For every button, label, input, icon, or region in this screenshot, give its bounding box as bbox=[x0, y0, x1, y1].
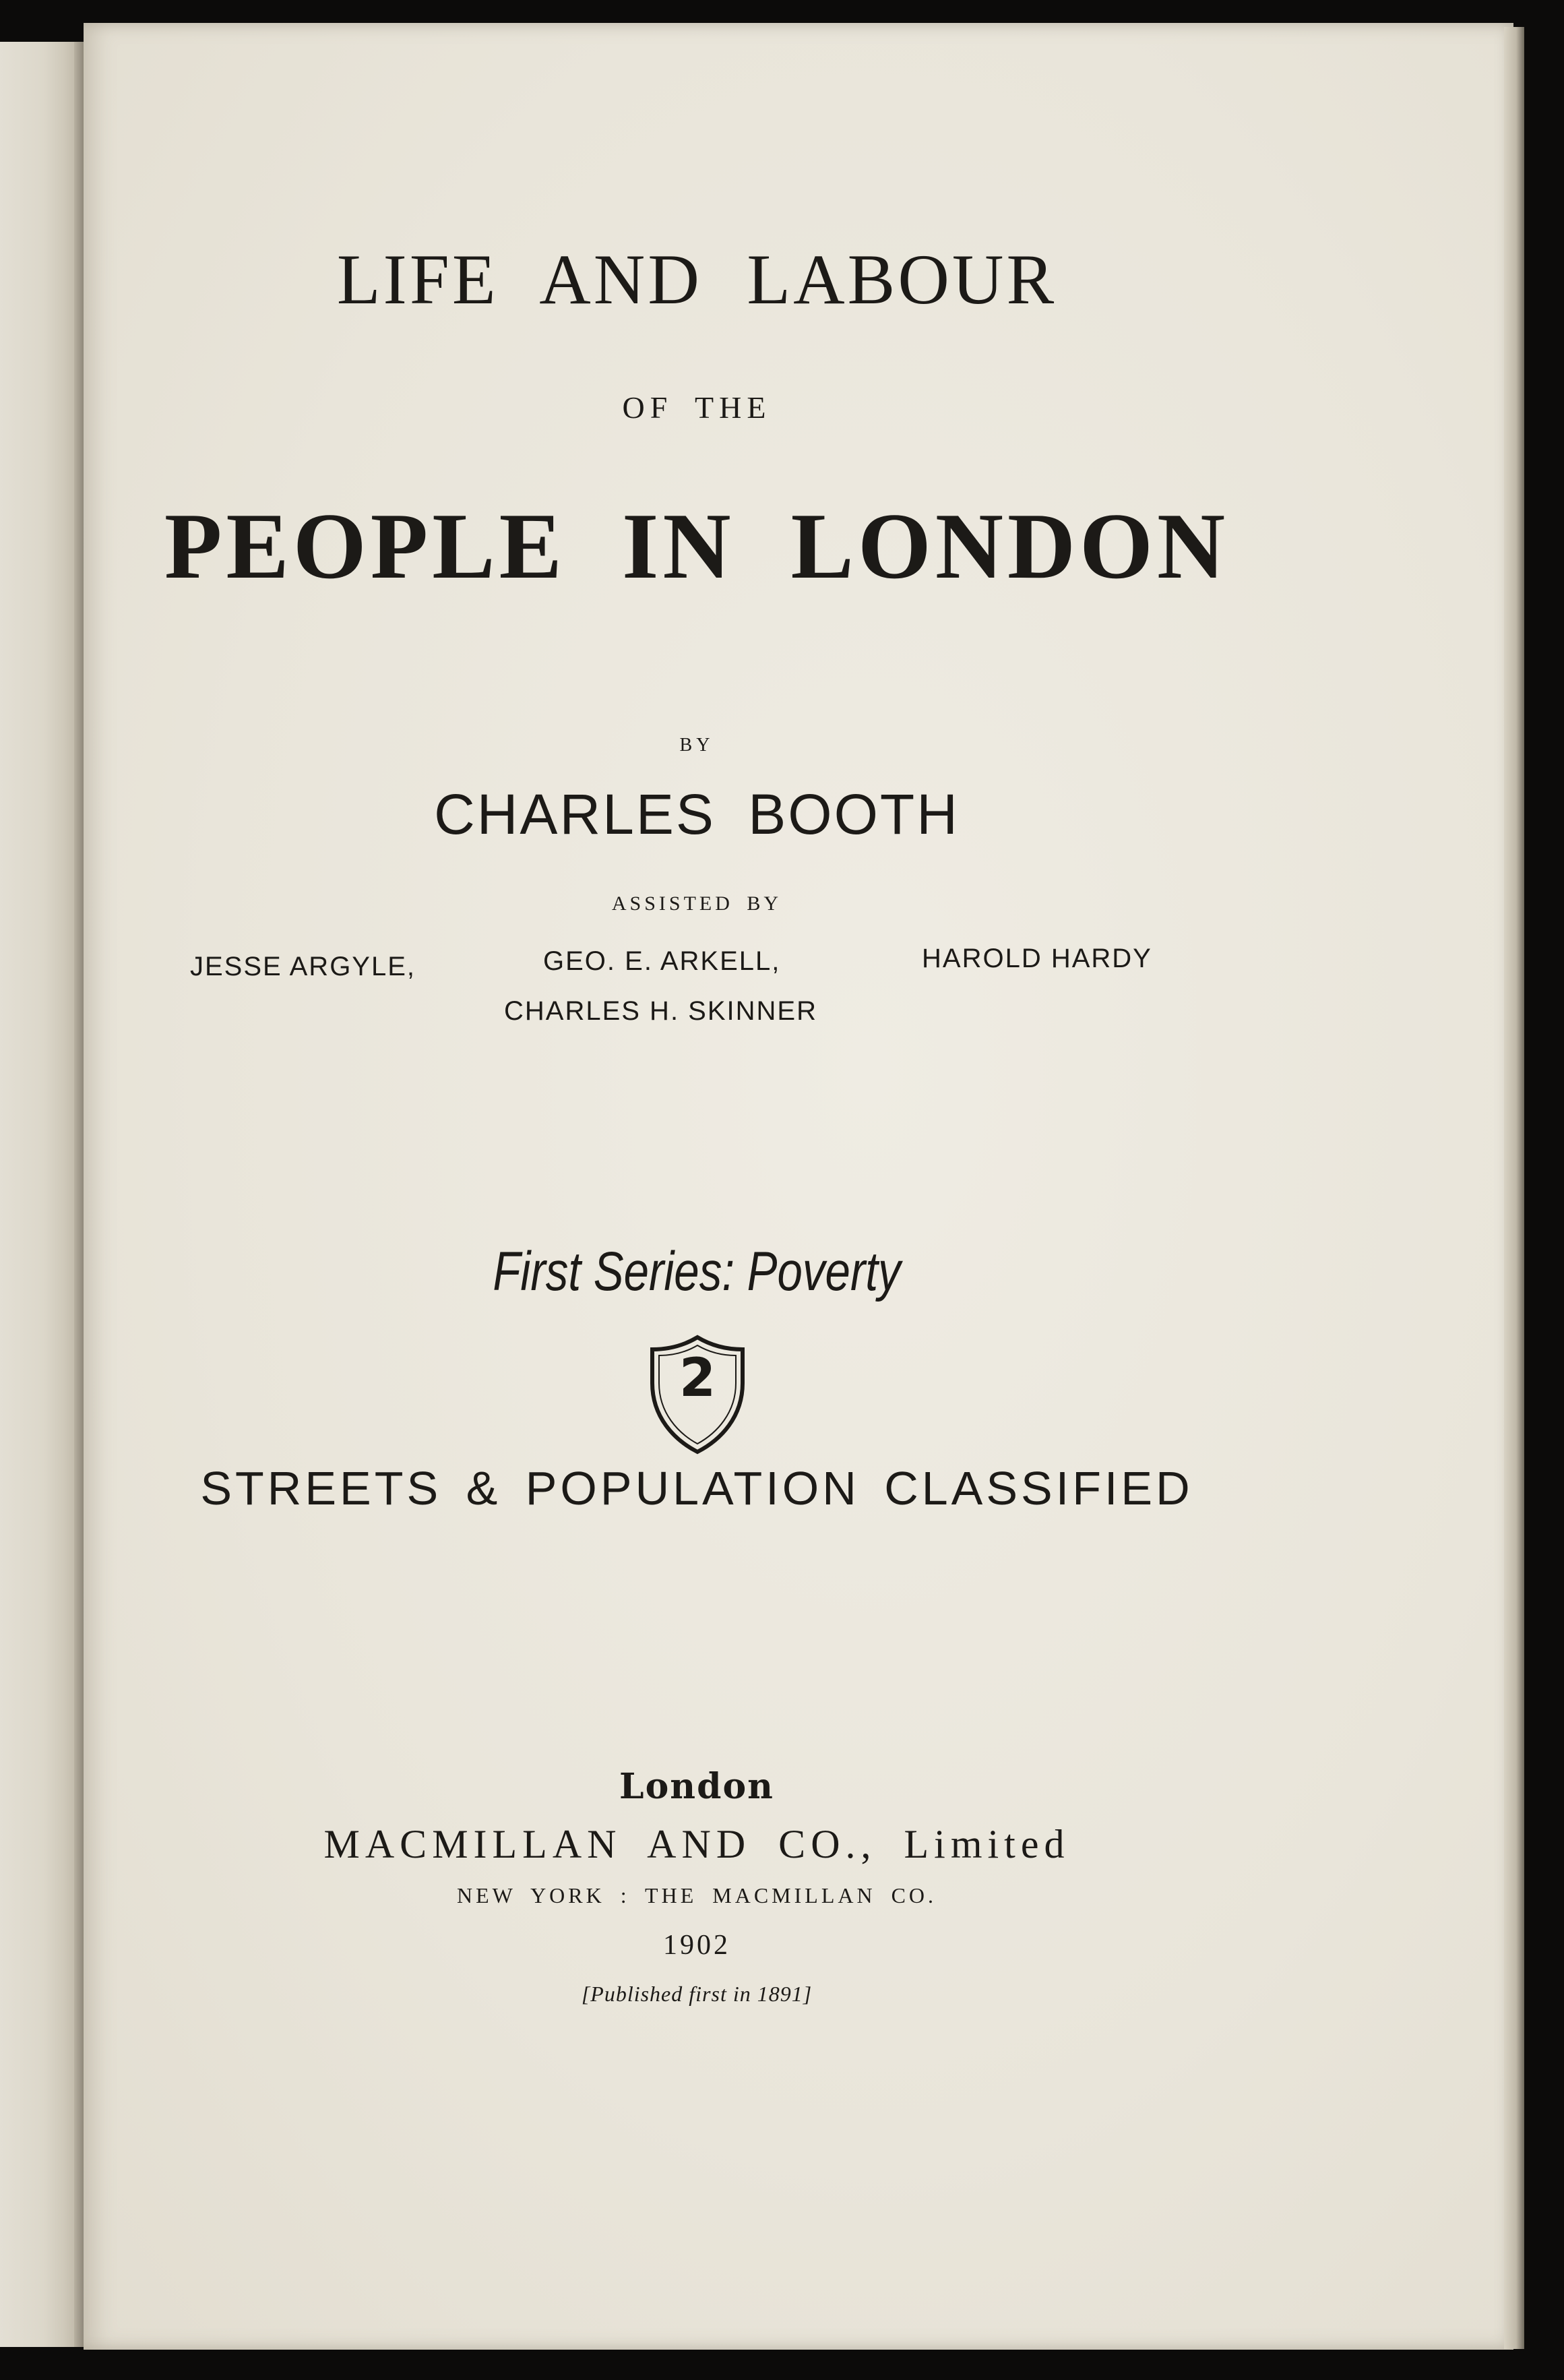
book-spine bbox=[0, 42, 80, 2347]
book-title-line-2: PEOPLE IN LONDON bbox=[164, 494, 1230, 599]
volume-title: STREETS & POPULATION CLASSIFIED bbox=[200, 1462, 1193, 1515]
first-published-note: [Published first in 1891] bbox=[581, 1982, 813, 2006]
imprint-year: 1902 bbox=[663, 1930, 730, 1961]
by-label: BY bbox=[679, 735, 714, 756]
assistant-name: JESSE ARGYLE, bbox=[190, 952, 416, 981]
author-name: CHARLES BOOTH bbox=[434, 783, 960, 846]
book-title-connector: OF THE bbox=[622, 390, 772, 425]
assistant-name: CHARLES H. SKINNER bbox=[504, 996, 817, 1026]
book-title-line-1: LIFE AND LABOUR bbox=[336, 240, 1057, 319]
volume-shield bbox=[647, 1333, 748, 1456]
assistant-name: HAROLD HARDY bbox=[922, 944, 1152, 973]
volume-number: 2 bbox=[679, 1348, 716, 1409]
assistant-name: GEO. E. ARKELL, bbox=[543, 946, 781, 976]
imprint-publisher: MACMILLAN AND CO., Limited bbox=[323, 1822, 1070, 1866]
imprint-co-publisher: NEW YORK : THE MACMILLAN CO. bbox=[456, 1883, 937, 1908]
series-title: First Series: Poverty bbox=[493, 1241, 901, 1302]
imprint-place: London bbox=[619, 1766, 774, 1807]
spine-shadow bbox=[74, 42, 84, 2347]
assisted-by-label: ASSISTED BY bbox=[611, 892, 782, 915]
page-edge bbox=[1504, 27, 1524, 2349]
